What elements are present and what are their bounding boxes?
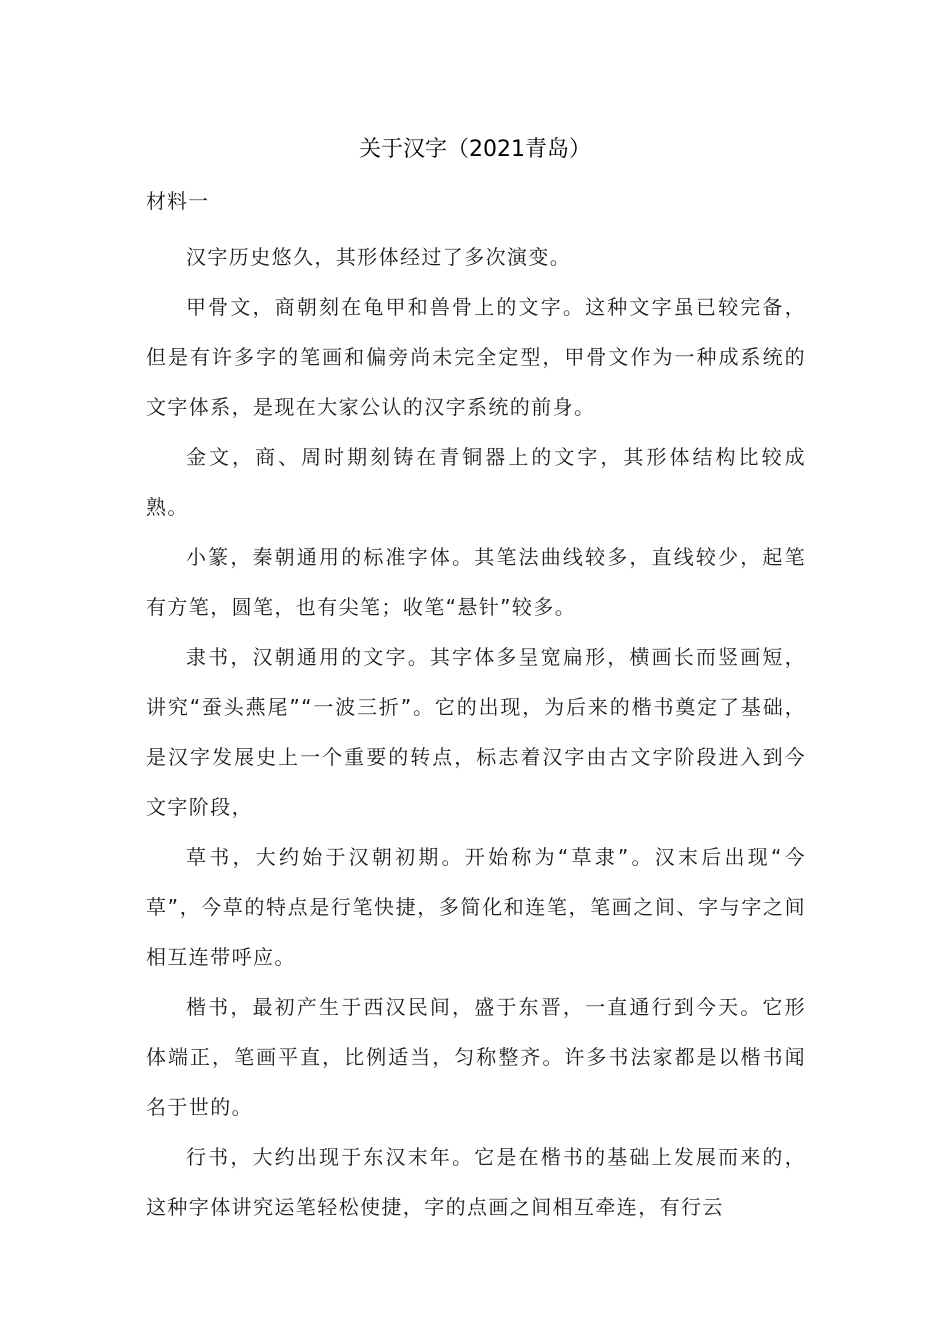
paragraph-intro: 汉字历史悠久，其形体经过了多次演变。 <box>186 245 572 269</box>
document-body <box>146 232 806 1232</box>
paragraph-kaishu: 楷书，最初产生于西汉民间，盛于东晋，一直通行到今天。它形体端正，笔画平直，比例适当，匀称整齐。许多书法家都是以楷书闻名于世的。 <box>146 995 806 1119</box>
paragraph-caoshu: 草书，大约始于汉朝初期。开始称为“草隶”。汉末后出现“今草”，今草的特点是行笔快捷，多简化和连笔，笔画之间、字与字之间相互连带呼应。 <box>146 845 806 969</box>
section-label: 材料一 <box>146 189 209 213</box>
paragraph-jinwen: 金文，商、周时期刻铸在青铜器上的文字，其形体结构比较成熟。 <box>146 445 806 519</box>
paragraph-jiaguwen: 甲骨文，商朝刻在龟甲和兽骨上的文字。这种文字虽已较完备，但是有许多字的笔画和偏旁尚未完全定型，甲骨文作为一种成系统的文字体系，是现在大家公认的汉字系统的前身。 <box>146 295 806 419</box>
document-title: 关于汉字（2021青岛） <box>359 137 591 162</box>
paragraph-xiaozhuan: 小篆，秦朝通用的标准字体。其笔法曲线较多，直线较少，起笔有方笔，圆笔，也有尖笔；收笔“悬针”较多。 <box>146 545 806 619</box>
paragraph-xingshu: 行书，大约出现于东汉末年。它是在楷书的基础上发展而来的，这种字体讲究运笔轻松使捷，字的点画之间相互牵连，有行云 <box>146 1145 806 1219</box>
paragraph-lishu: 隶书，汉朝通用的文字。其字体多呈宽扁形，横画长而竖画短，讲究“蚕头燕尾”“一波三折”。它的出现，为后来的楷书奠定了基础，是汉字发展史上一个重要的转点，标志着汉字由古文字阶段进入到今文字阶段， <box>146 645 806 819</box>
